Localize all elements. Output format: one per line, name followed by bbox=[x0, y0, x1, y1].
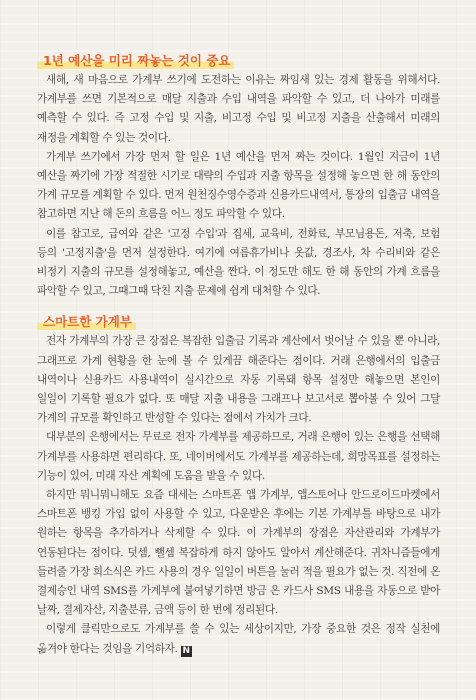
paragraph: 대부분의 은행에서는 무료로 전자 가계부를 제공하므로, 거래 은행이 있는 은행을 선택해 가계부를 사용하면 편리하다. 또, 네이버에서도 가계부를 제공하는데, 희망목표를 설정하는 기능이 있어, 미래 자산 계획에 도움을 받을 수 있다. bbox=[37, 431, 440, 482]
paragraph-final bbox=[37, 620, 440, 658]
section-smart-ledger bbox=[37, 311, 440, 658]
paragraph: 새해, 새 마음으로 가계부 쓰기에 도전하는 이유는 짜임새 있는 경제 활동을 위해서다. 가계부를 쓰면 기본적으로 매달 지출과 수입 내역을 파악할 수 있고, 더 나아가 미래를 예측할 수 있다. 즉 고정 수입 및 지출, 비고정 수입 및 비고정 지출을 산출해서 미래의 재정을 계획할 수 있는 것이다. bbox=[37, 74, 440, 144]
paragraph: 하지만 뭐니뭐니해도 요즘 대세는 스마트폰 앱 가계부, 앱스토어나 안드로이드마켓에서 스마트폰 뱅킹 가입 없이 사용할 수 있고, 다운받은 후에는 기본 가계부틀 바탕으로 내가 원하는 항목을 추가하거나 삭제할 수 있다. 이 가계부의 장점은 자산관리와 가계부가 연동된다는 점이다. 덧셈, 뺄셈 복잡하게 하지 않아도 알아서 계산해준다. 귀차니즘들에게 들려줄 가장 희소식은 카드 사용의 경우 일일이 버튼을 눌러 적을 필요가 없는 것. 직전에 온 결제승인 내역 SMS를 가계부에 붙여넣기하면 방금 온 카드사 SMS 내용을 자동으로 받아 날짜, 결제자산, 지출분류, 금액 등이 한 번에 정리된다. bbox=[37, 489, 440, 617]
paragraph-text: 이렇게 클릭만으로도 가계부를 쓸 수 있는 세상이지만, 가장 중요한 것은 정작 실천에 옮겨야 한다는 것임을 기억하자. bbox=[37, 623, 440, 655]
section-budget bbox=[37, 50, 440, 301]
end-mark-icon: N bbox=[182, 645, 190, 656]
section-heading: 스마트한 가계부 bbox=[37, 313, 136, 330]
paragraph: 가계부 쓰기에서 가장 먼저 할 일은 1년 예산을 먼저 짜는 것이다. 1월인 지금이 1년 예산을 짜기에 가장 적절한 시기로 대략의 수입과 지출 항목을 설정해 놓으면 한 해 동안의 가계 규모를 계획할 수 있다. 먼저 원천징수영수증과 신용카드내역서, 통장의 입출금 내역을 참고하면 지난 해 돈의 흐름을 어느 정도 파악할 수 있다. bbox=[37, 150, 440, 221]
paragraph: 이를 참고로, 급여와 같은 '고정 수입'과 집세, 교육비, 전화료, 부모님용돈, 저축, 보험 등의 '고정지출'을 먼저 설정한다. 여기에 여름휴가비나 옷값, 경조사, 차 수리비와 같은 비정기 지출의 규모를 설정해놓고, 예산을 짠다. 이 정도만 해도 한 해 동안의 가계 흐름을 파악할 수 있고, 그때그때 닥친 지출 문제에 쉽게 대처할 수 있다. bbox=[37, 227, 440, 298]
section-heading: 1년 예산을 미리 짜놓는 것이 중요 bbox=[37, 52, 234, 69]
paragraph: 전자 가계부의 가장 큰 장점은 복잡한 입출금 기록과 계산에서 벗어날 수 있을 뿐 아니라, 그래프로 가계 현황을 한 눈에 볼 수 있게끔 해준다는 점이다. 거래 은행에서의 입출금 내역이나 신용카드 사용내역이 실시간으로 자동 기록돼 항목 설정만 해놓으면 본인이 일일이 기록할 필요가 없다. 또 매달 지출 내용을 그래프나 보고서로 뽑아볼 수 있어 그달 가계의 규모를 확인하고 반성할 수 있다는 점에서 가치가 크다. bbox=[37, 335, 440, 425]
article-body bbox=[37, 50, 440, 659]
